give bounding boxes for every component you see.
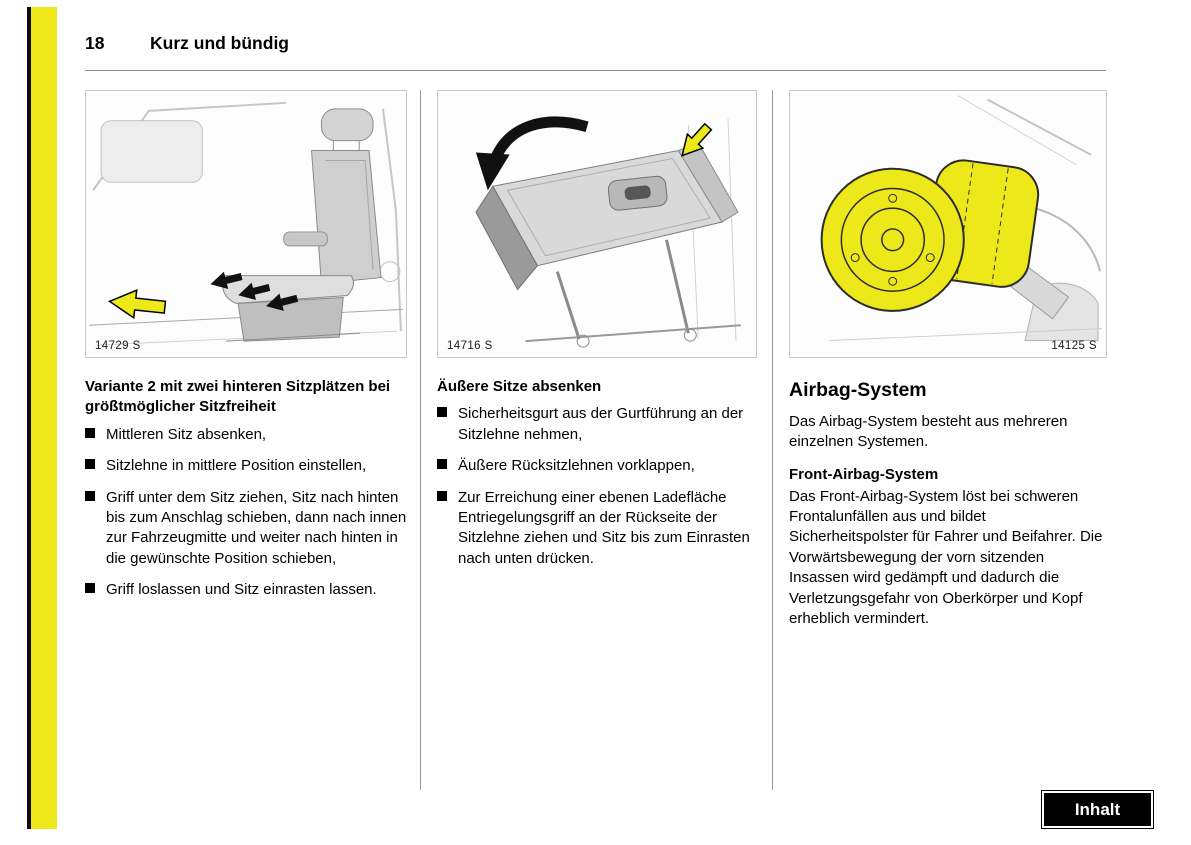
inhalt-button[interactable]: Inhalt [1044, 793, 1151, 826]
bullet-square-icon [85, 491, 95, 501]
list-item [85, 488, 407, 570]
airbag-module-graphic [790, 91, 1106, 357]
list-item [437, 488, 757, 570]
list-item [85, 456, 407, 476]
bullet-text: Zur Erreichung einer ebenen Ladefläche Entriegelungsgriff an der Rückseite der Sitzlehne ziehen und Sitz bis zum Einrasten nach unten drücken. [458, 488, 750, 567]
column-divider [772, 90, 773, 790]
bullet-square-icon [437, 407, 447, 417]
instruction-list [437, 404, 757, 569]
bullet-square-icon [85, 428, 95, 438]
list-item [437, 404, 757, 445]
bullet-text: Griff unter dem Sitz ziehen, Sitz nach hinten bis zum Anschlag schieben, dann nach innen zur Fahrzeugmitte und weiter nach hinten in die gewünschte Position schieben, [106, 488, 407, 567]
bullet-square-icon [85, 583, 95, 593]
header-rule [85, 70, 1106, 71]
bullet-text: Griff loslassen und Sitz einrasten lassen. [106, 581, 377, 599]
instruction-list [85, 425, 407, 601]
bullet-text: Sicherheitsgurt aus der Gurtführung an der Sitzlehne nehmen, [458, 405, 744, 443]
seat-folding-illustration [437, 90, 757, 358]
bullet-text: Mittleren Sitz absenken, [106, 425, 267, 443]
seat-lowering-illustration [85, 90, 407, 358]
paragraph: Das Airbag-System besteht aus mehreren einzelnen Systemen. [789, 412, 1068, 450]
airbag-illustration [789, 90, 1107, 358]
figure-number: 14716 S [447, 340, 493, 352]
section-heading: Variante 2 mit zwei hinteren Sitzplätzen bei größtmöglicher Sitzfreiheit [85, 378, 391, 416]
column-divider [420, 90, 421, 790]
list-item [85, 580, 407, 600]
column-seat-variant2 [85, 90, 407, 612]
bullet-square-icon [437, 491, 447, 501]
figure-number: 14125 S [1051, 340, 1097, 352]
section-heading: Äußere Sitze absenken [437, 378, 602, 395]
yellow-arrow-icon [108, 288, 166, 321]
page-title: Kurz und bündig [150, 33, 289, 53]
column-airbag-system [789, 90, 1107, 641]
list-item [437, 456, 757, 476]
section-title: Airbag-System [789, 379, 927, 401]
seat-side-view-graphic [86, 91, 406, 357]
folded-seat-graphic [438, 91, 756, 357]
bullet-text: Sitzlehne in mittlere Position einstellen, [106, 457, 367, 475]
bullet-square-icon [437, 459, 447, 469]
column-outer-seats [437, 90, 757, 580]
page-number: 18 [85, 33, 105, 53]
bullet-square-icon [85, 459, 95, 469]
list-item [85, 425, 407, 445]
subsection-heading: Front-Airbag-System [789, 466, 939, 484]
accent-stripe [31, 7, 57, 829]
bullet-text: Äußere Rücksitzlehnen vorklappen, [458, 457, 695, 475]
paragraph: Das Front-Airbag-System löst bei schweren Frontalunfällen aus und bildet Sicherheitspolster für Fahrer und Beifahrer. Die Vorwärtsbewegung der vorn sitzenden Insassen wird gedämpft und dadurch die Verletzungsgefahr von Oberkörper und Kopf erheblich vermindert. [789, 487, 1103, 628]
figure-number: 14729 S [95, 340, 141, 352]
